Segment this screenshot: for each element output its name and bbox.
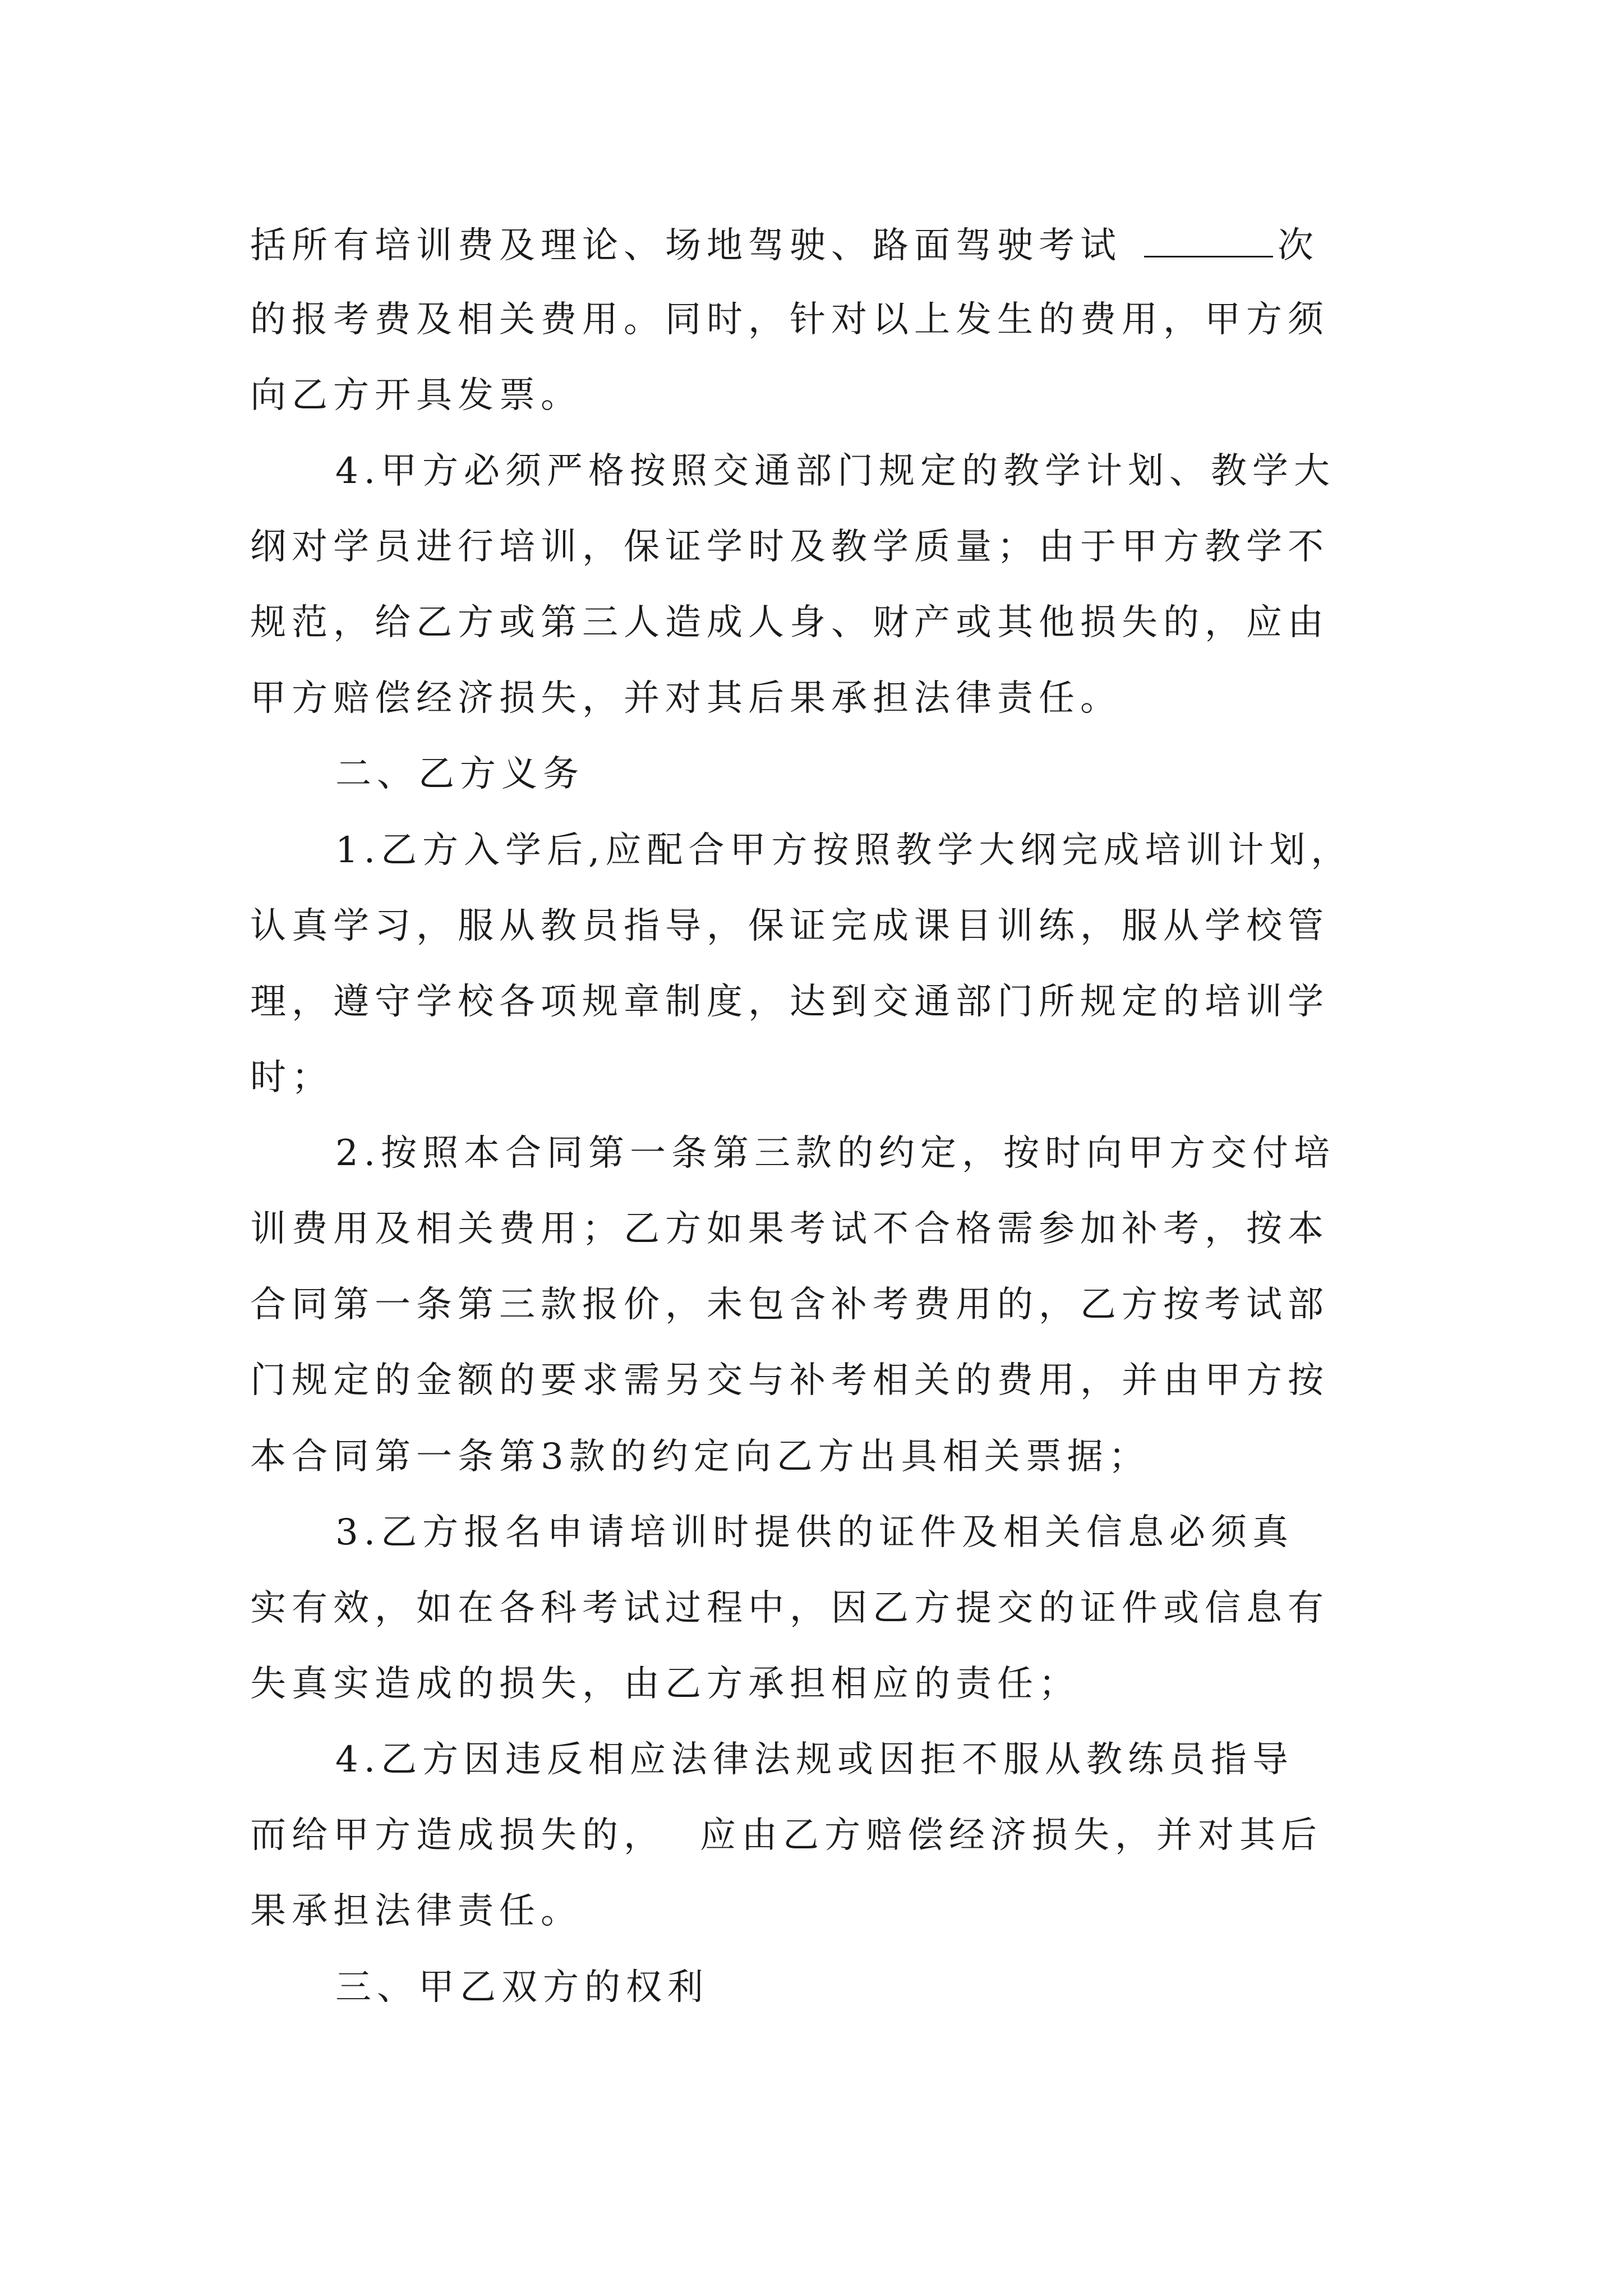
paragraph-line: 认真学习，服从教员指导，保证完成课目训练，服从学校管 [250, 905, 1329, 947]
paragraph-line: 果承担法律责任。 [250, 1890, 582, 1932]
text-segment: 次 [1278, 225, 1319, 266]
paragraph-line: 规范，给乙方或第三人造成人身、财产或其他损失的，应由 [250, 602, 1329, 643]
paragraph-line [250, 221, 1319, 268]
paragraph-line: 理，遵守学校各项规章制度，达到交通部门所规定的培训学 [250, 981, 1329, 1023]
paragraph-line: 4.甲方必须严格按照交通部门规定的教学计划、教学大 [335, 450, 1336, 492]
paragraph-line: 甲方赔偿经济损失，并对其后果承担法律责任。 [250, 678, 1122, 719]
paragraph-line: 时； [250, 1057, 333, 1098]
paragraph-line [250, 1813, 1322, 1858]
paragraph-line: 门规定的金额的要求需另交与补考相关的费用，并由甲方按 [250, 1360, 1329, 1401]
paragraph-line: 失真实造成的损失，由乙方承担相应的责任； [250, 1663, 1080, 1705]
section-heading: 二、乙方义务 [335, 753, 584, 795]
text-segment: 应由乙方赔偿经济损失，并对其后 [700, 1815, 1322, 1856]
paragraph-line: 3.乙方报名申请培训时提供的证件及相关信息必须真 [335, 1512, 1294, 1553]
paragraph-line: 4.乙方因违反相应法律法规或因拒不服从教练员指导 [335, 1739, 1294, 1780]
paragraph-line: 的报考费及相关费用。同时，针对以上发生的费用，甲方须 [250, 299, 1329, 341]
paragraph-line: 合同第一条第三款报价，未包含补考费用的，乙方按考试部 [250, 1284, 1329, 1326]
section-heading: 三、甲乙双方的权利 [335, 1967, 709, 2008]
paragraph-line: 纲对学员进行培训，保证学时及教学质量；由于甲方教学不 [250, 526, 1329, 568]
paragraph-line: 实有效，如在各科考试过程中，因乙方提交的证件或信息有 [250, 1588, 1329, 1629]
fill-in-blank [1144, 221, 1273, 257]
paragraph-line: 向乙方开具发票。 [250, 375, 582, 416]
paragraph-line: 本合同第一条第3款的约定向乙方出具相关票据； [250, 1436, 1150, 1478]
text-segment: 括所有培训费及理论、场地驾驶、路面驾驶考试 [250, 225, 1122, 266]
paragraph-line: 2.按照本合同第一条第三款的约定，按时向甲方交付培 [335, 1133, 1336, 1174]
paragraph-line: 训费用及相关费用；乙方如果考试不合格需参加补考，按本 [250, 1208, 1329, 1250]
text-segment: 而给甲方造成损失的， [250, 1815, 665, 1856]
paragraph-line: 1.乙方入学后,应配合甲方按照教学大纲完成培训计划， [335, 830, 1353, 871]
